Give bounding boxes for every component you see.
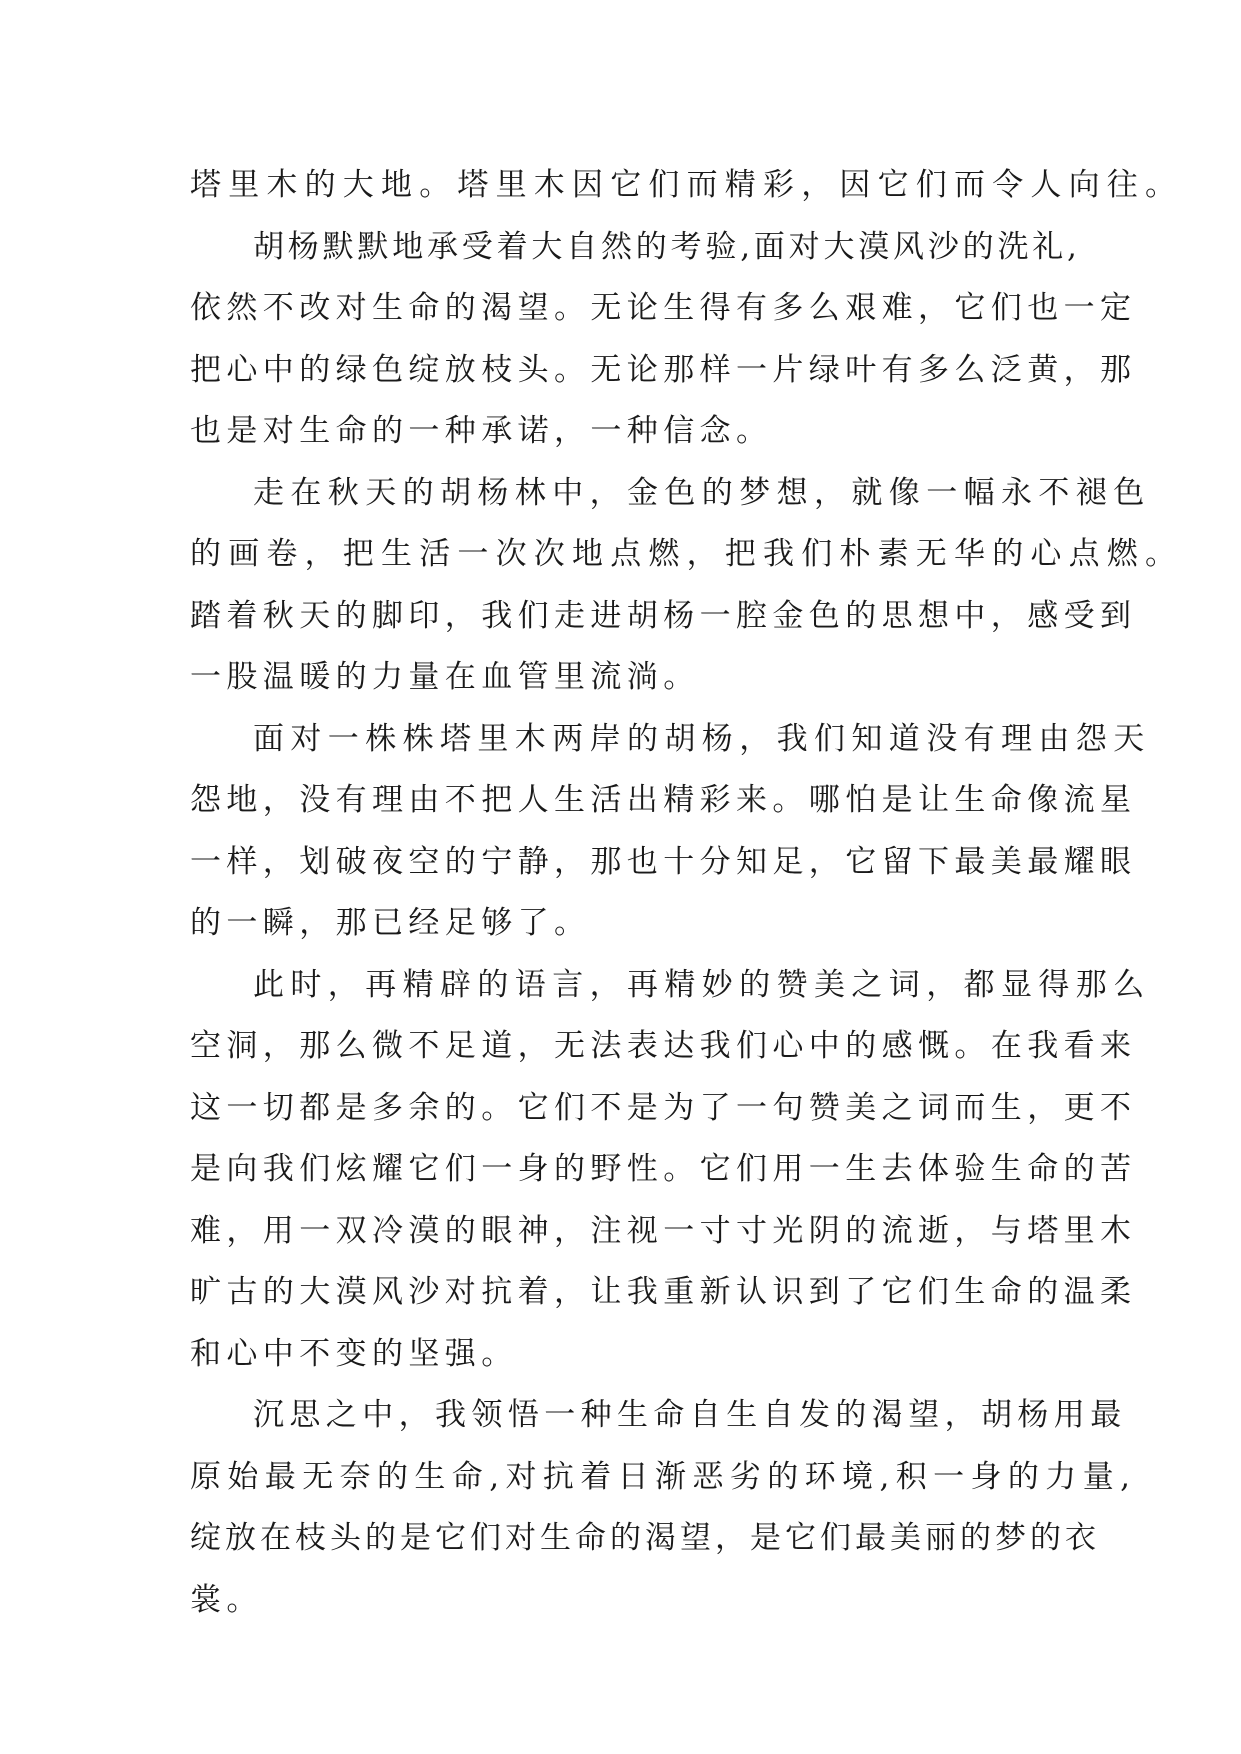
body-text — [190, 155, 1184, 1631]
text-line: 和心中不变的坚强。 — [190, 1335, 518, 1372]
text-line: 依然不改对生命的渴望。无论生得有多么艰难，它们也一定 — [190, 290, 1137, 326]
paragraph-first-line: 胡杨默默地承受着大自然的考验,面对大漠风沙的洗礼, — [253, 228, 1081, 265]
paragraph-first-line: 沉思之中，我领悟一种生命自生自发的渴望，胡杨用最 — [253, 1397, 1127, 1433]
paragraph-first-line: 走在秋天的胡杨林中，金色的梦想，就像一幅永不褪色 — [253, 474, 1151, 511]
paragraph-first-line: 此时，再精辟的语言，再精妙的赞美之词，都显得那么 — [253, 966, 1151, 1003]
text-line: 塔里木的大地。塔里木因它们而精彩，因它们而令人向往。 — [190, 167, 1184, 203]
text-line: 把心中的绿色绽放枝头。无论那样一片绿叶有多么泛黄，那 — [190, 351, 1137, 388]
text-line: 空洞，那么微不足道，无法表达我们心中的感慨。在我看来 — [190, 1028, 1137, 1064]
text-line: 绽放在枝头的是它们对生命的渴望，是它们最美丽的梦的衣 — [190, 1520, 1100, 1556]
text-line: 的一瞬，那已经足够了。 — [190, 905, 591, 941]
text-line: 的画卷，把生活一次次地点燃，把我们朴素无华的心点燃。 — [190, 536, 1184, 572]
text-line: 是向我们炫耀它们一身的野性。它们用一生去体验生命的苦 — [190, 1151, 1137, 1187]
text-line: 也是对生命的一种承诺，一种信念。 — [190, 413, 773, 449]
text-line: 怨地，没有理由不把人生活出精彩来。哪怕是让生命像流星 — [190, 782, 1137, 818]
text-line: 一样，划破夜空的宁静，那也十分知足，它留下最美最耀眼 — [190, 843, 1137, 880]
text-line: 裳。 — [190, 1581, 263, 1618]
text-line: 旷古的大漠风沙对抗着，让我重新认识到了它们生命的温柔 — [190, 1274, 1137, 1310]
text-line: 原始最无奈的生命,对抗着日渐恶劣的环境,积一身的力量, — [190, 1458, 1137, 1495]
text-line: 一股温暖的力量在血管里流淌。 — [190, 659, 700, 695]
text-line: 踏着秋天的脚印，我们走进胡杨一腔金色的思想中，感受到 — [190, 597, 1137, 634]
text-line: 难，用一双冷漠的眼神，注视一寸寸光阴的流逝，与塔里木 — [190, 1212, 1137, 1249]
paragraph-first-line: 面对一株株塔里木两岸的胡杨，我们知道没有理由怨天 — [253, 720, 1151, 757]
text-line: 这一切都是多余的。它们不是为了一句赞美之词而生，更不 — [190, 1089, 1137, 1126]
